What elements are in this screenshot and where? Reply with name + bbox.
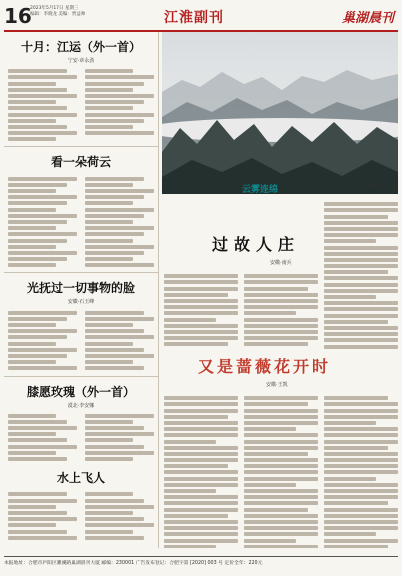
text-line [8,523,56,527]
text-line [324,526,398,530]
text-line [85,94,154,98]
text-line [8,88,67,92]
landscape-photo [162,32,398,194]
text-line [244,440,318,444]
text-line [244,427,296,431]
text-line [244,464,318,468]
text-line [164,446,238,450]
text-line [244,415,318,419]
text-line [244,299,318,303]
text-line [85,183,133,187]
text-line [85,445,144,449]
text-line [324,501,388,505]
text-line [85,517,144,521]
text-line [8,94,77,98]
text-line [324,440,398,444]
section-title: 江淮副刊 [164,10,224,26]
text-line [85,536,144,540]
text-line [85,251,144,255]
page-number: 16 [4,4,32,28]
newspaper-logo: 巢湖晨刊 [341,11,394,26]
text-line [324,458,398,462]
text-line [8,137,56,141]
text-line [244,514,318,518]
text-line [8,251,77,255]
text-line [8,414,56,418]
text-line [164,318,216,322]
text-line [85,119,144,123]
text-line [8,75,77,79]
text-line [8,457,67,461]
photo-caption: 云雾连绵 [242,185,279,194]
text-line [244,324,318,328]
text-line [244,477,318,481]
poetry-column [4,32,159,548]
text-line [164,514,228,518]
text-line [8,214,77,218]
text-line [164,305,238,309]
text-line [85,69,133,73]
text-line [85,530,133,534]
text-line [164,402,238,406]
text-line [85,335,154,339]
text-line [85,201,133,205]
text-line [324,289,398,293]
text-line [8,113,77,117]
text-line [85,113,154,117]
text-line [8,125,67,129]
text-line [85,189,154,193]
text-line [85,125,133,129]
text-line [324,326,398,330]
text-line [164,311,238,315]
text-line [164,539,238,543]
text-line [244,396,318,400]
text-line [244,470,318,474]
text-line [85,329,144,333]
text-line [324,283,398,287]
text-line [164,336,238,340]
text-line [8,226,56,230]
poem-author: 宁安·章永劲 [67,58,95,64]
text-line [244,495,318,499]
text-line [324,227,398,231]
text-line [244,452,308,456]
text-line [8,323,56,327]
text-line [324,539,398,543]
text-line [244,532,318,536]
text-line [324,464,398,468]
text-line [164,489,216,493]
poem-title: 膝愿玫瑰（外一首） [26,384,135,399]
text-line [164,495,238,499]
text-line [324,433,398,437]
poem-title: 水上飞人 [56,471,105,486]
text-line [324,345,398,349]
text-line [324,215,388,219]
text-line [85,354,154,358]
text-line [164,421,238,425]
text-line [324,314,398,318]
text-line [324,421,376,425]
text-line [324,221,398,225]
poem-body [4,490,158,542]
text-line [164,427,238,431]
footer-imprint: 本报地址：合肥市庐阳区濉溪路巢湖晨刊大厦 邮编：230001 广告发布登记：合肥字第 [2020] 003 号 定价全年：220元 [4,556,398,571]
text-line [164,470,238,474]
text-line [8,335,67,339]
text-line [244,330,318,334]
text-line [8,189,56,193]
text-line [244,508,308,512]
text-line [85,432,154,436]
text-line [244,342,308,346]
text-line [244,402,308,406]
text-line [244,280,318,284]
text-line [324,208,398,212]
text-line [324,264,398,268]
text-line [244,545,318,548]
text-line [324,301,398,305]
text-line [85,75,154,79]
poem-author: 安徽·石玉峰 [67,299,95,306]
text-line [8,131,77,135]
text-line [8,100,56,104]
text-line [244,501,318,505]
text-line [85,311,144,315]
text-line [244,287,308,291]
text-line [324,202,398,206]
text-line [324,545,388,548]
text-line [164,280,238,284]
text-line [8,354,67,358]
text-line [164,415,228,419]
prose-column [162,32,398,548]
text-line [8,505,56,509]
text-line [8,82,56,86]
text-line [8,69,67,73]
text-line [8,432,56,436]
text-line [324,470,398,474]
text-line [164,520,238,524]
text-line [164,293,228,297]
text-line [244,483,296,487]
text-line [324,446,388,450]
text-line [8,208,56,212]
mountain-mist-image [162,32,398,194]
text-line [244,311,296,315]
photo-credit: 安徽·詹君无 摄 [366,185,396,190]
text-line [85,451,154,455]
text-line [8,245,56,249]
text-line [8,420,67,424]
text-line [164,287,238,291]
text-line [244,274,318,278]
text-line [85,342,133,346]
text-line [244,409,318,413]
text-line [324,246,398,250]
text-line [85,505,154,509]
text-line [324,332,398,336]
text-line [324,427,398,431]
article-title: 又是蔷薇花开时 [198,357,332,376]
poem-title: 十月：江运（外一首） [20,40,141,54]
text-line [244,458,318,462]
text-line [324,320,388,324]
text-line [324,532,376,536]
issue-meta [30,6,85,18]
text-line [85,499,144,503]
text-line [324,307,398,311]
text-line [8,177,77,181]
article-author: 安徽·王凯 [266,382,288,388]
text-line [8,183,67,187]
text-line [85,131,154,135]
text-line [324,239,376,243]
text-line [85,457,133,461]
date-line: 2023年5月17日 星期三 [30,6,79,11]
article-body [164,394,398,548]
text-line [164,501,238,505]
text-line [324,252,398,256]
text-line [85,317,154,321]
text-line [8,342,56,346]
text-line [324,396,388,400]
text-line [164,409,238,413]
text-line [85,323,133,327]
text-line [8,536,77,540]
text-line [164,545,216,548]
text-line [85,492,133,496]
text-line [324,520,398,524]
text-line [324,514,398,518]
text-line [324,402,398,406]
text-line [85,511,133,515]
text-line [85,214,144,218]
text-line [244,446,318,450]
text-line [8,426,77,430]
text-line [8,451,56,455]
text-line [85,239,133,243]
poem-body [4,174,158,269]
text-line [85,100,144,104]
text-line [244,293,318,297]
editors-line: 编辑：李晓龙 美编：贾益帅 [30,12,86,17]
text-line [244,433,318,437]
article-author: 安徽·南兵 [270,260,292,266]
text-line [164,299,238,303]
text-line [85,420,133,424]
text-line [8,348,77,352]
text-line [244,489,318,493]
text-line [8,445,77,449]
text-line [85,177,144,181]
text-line [8,438,67,442]
text-line [85,257,133,261]
text-line [164,477,238,481]
text-line [8,366,77,370]
text-line [324,415,398,419]
text-line [324,338,398,342]
text-line [164,342,228,346]
article-title: 过故人庄 [212,235,301,254]
text-line [244,305,318,309]
text-line [324,258,398,262]
text-line [164,532,238,536]
text-line [8,232,77,236]
text-line [164,274,238,278]
text-line [8,492,67,496]
text-line [85,232,144,236]
text-line [324,483,398,487]
text-line [244,520,318,524]
text-line [324,270,388,274]
text-line [85,88,133,92]
text-line [85,414,154,418]
text-line [244,539,296,543]
text-line [164,324,238,328]
text-line [324,477,376,481]
text-line [8,511,67,515]
text-line [8,220,67,224]
text-line [85,360,133,364]
text-line [85,438,133,442]
poem-author: 漠北·李安娜 [67,402,95,409]
text-line [8,201,67,205]
text-line [324,276,398,280]
text-line [85,208,154,212]
poem-title: 光抚过一切事物的脸 [26,281,135,296]
poem-body [4,412,158,464]
text-line [85,226,154,230]
text-line [85,523,154,527]
text-line [85,366,144,370]
text-line [85,426,144,430]
text-line [324,295,376,299]
text-line [85,82,144,86]
text-line [164,508,238,512]
text-line [8,329,77,333]
text-line [8,195,77,199]
text-line [244,336,318,340]
text-line [8,257,67,261]
text-line [8,311,77,315]
text-line [85,245,154,249]
text-line [164,458,238,462]
text-line [85,195,144,199]
text-line [8,119,56,123]
poem-body [4,308,158,372]
masthead [4,4,398,32]
poem-title: 看一朵荷云 [50,155,111,170]
text-line [85,220,133,224]
text-line [8,530,67,534]
text-line [164,483,238,487]
text-line [164,464,228,468]
article-body [164,200,398,351]
text-line [8,499,77,503]
text-line [8,317,67,321]
text-line [244,421,318,425]
text-line [164,396,238,400]
text-line [244,526,318,530]
text-line [164,452,238,456]
text-line [324,489,398,493]
text-line [324,409,398,413]
text-line [324,452,398,456]
text-line [85,106,133,110]
text-line [85,348,144,352]
text-line [324,495,398,499]
text-line [8,360,56,364]
text-line [164,433,238,437]
text-line [8,517,77,521]
text-line [324,508,398,512]
text-line [8,106,67,110]
text-line [8,263,56,267]
text-line [324,233,398,237]
text-line [85,263,154,267]
text-line [164,330,238,334]
poem-body [4,67,158,143]
text-line [8,239,67,243]
text-line [164,440,216,444]
text-line [164,526,238,530]
text-line [244,318,318,322]
